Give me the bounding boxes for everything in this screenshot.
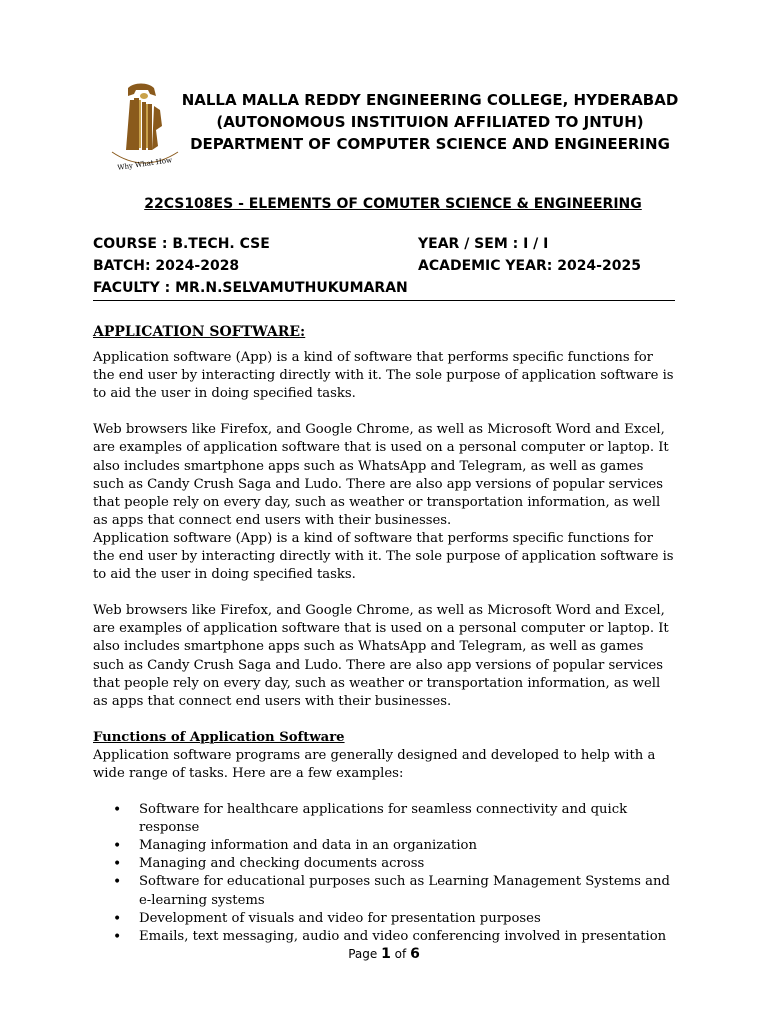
- page-footer: [0, 946, 768, 962]
- document-body: [93, 323, 678, 946]
- course-label: COURSE : B.TECH. CSE: [93, 236, 270, 252]
- college-logo: [104, 80, 186, 174]
- department-name: DEPARTMENT OF COMPUTER SCIENCE AND ENGINEERING: [190, 135, 670, 153]
- logo-motto: Why What How: [116, 156, 173, 172]
- year-sem-label: YEAR / SEM : I / I: [418, 236, 549, 252]
- of-label: of: [394, 947, 407, 961]
- functions-heading: Functions of Application Software: [93, 729, 345, 745]
- page-total: 6: [410, 946, 420, 962]
- college-name: NALLA MALLA REDDY ENGINEERING COLLEGE, HYDERABAD: [181, 91, 679, 109]
- paragraph: Web browsers like Firefox, and Google Chrome, as well as Microsoft Word and Excel, are examples of application software that is used on a personal computer or laptop. It also includes smartphone apps such as WhatsApp and Telegram, as well as games such as Candy Crush Saga and Ludo. There are also app versions of popular services that people rely on every day, such as weather or transportation information, as well as apps that connect end users with their businesses.: [93, 422, 669, 528]
- paragraph: Application software programs are generally designed and developed to help with a wide range of tasks. Here are a few examples:: [93, 747, 656, 781]
- academic-year-label: ACADEMIC YEAR: 2024-2025: [418, 258, 641, 274]
- functions-list: [93, 801, 678, 946]
- list-item: • Software for healthcare applications for seamless connectivity and quick response: [93, 801, 678, 837]
- paragraph: Application software (App) is a kind of software that performs specific functions for the end user by interacting directly with it. The sole purpose of application software is to aid the user in doing specified tasks.: [93, 350, 674, 402]
- list-item: • Development of visuals and video for presentation purposes: [93, 910, 678, 928]
- page-current: 1: [381, 946, 391, 962]
- college-affiliation: (AUTONOMOUS INSTITUION AFFILIATED TO JNTUH): [216, 113, 644, 131]
- course-meta: [93, 233, 675, 301]
- page-label: Page: [348, 947, 378, 961]
- batch-label: BATCH: 2024-2028: [93, 258, 240, 274]
- list-item: • Managing and checking documents across: [93, 855, 678, 873]
- section-heading: APPLICATION SOFTWARE:: [93, 324, 306, 340]
- college-header: [180, 89, 680, 155]
- subject-title: 22CS108ES - ELEMENTS OF COMUTER SCIENCE & ENGINEERING: [144, 196, 642, 212]
- paragraph: Web browsers like Firefox, and Google Chrome, as well as Microsoft Word and Excel, are examples of application software that is used on a personal computer or laptop. It also includes smartphone apps such as WhatsApp and Telegram, as well as games such as Candy Crush Saga and Ludo. There are also app versions of popular services that people rely on every day, such as weather or transportation information, as well as apps that connect end users with their businesses.: [93, 603, 669, 709]
- paragraph: Application software (App) is a kind of software that performs specific functions for the end user by interacting directly with it. The sole purpose of application software is to aid the user in doing specified tasks.: [93, 530, 674, 583]
- list-item: • Software for educational purposes such as Learning Management Systems and e-learning systems: [93, 873, 678, 909]
- list-item: • Emails, text messaging, audio and video conferencing involved in presentation: [93, 928, 678, 946]
- faculty-label: FACULTY : MR.N.SELVAMUTHUKUMARAN: [93, 280, 408, 296]
- list-item: • Managing information and data in an organization: [93, 837, 678, 855]
